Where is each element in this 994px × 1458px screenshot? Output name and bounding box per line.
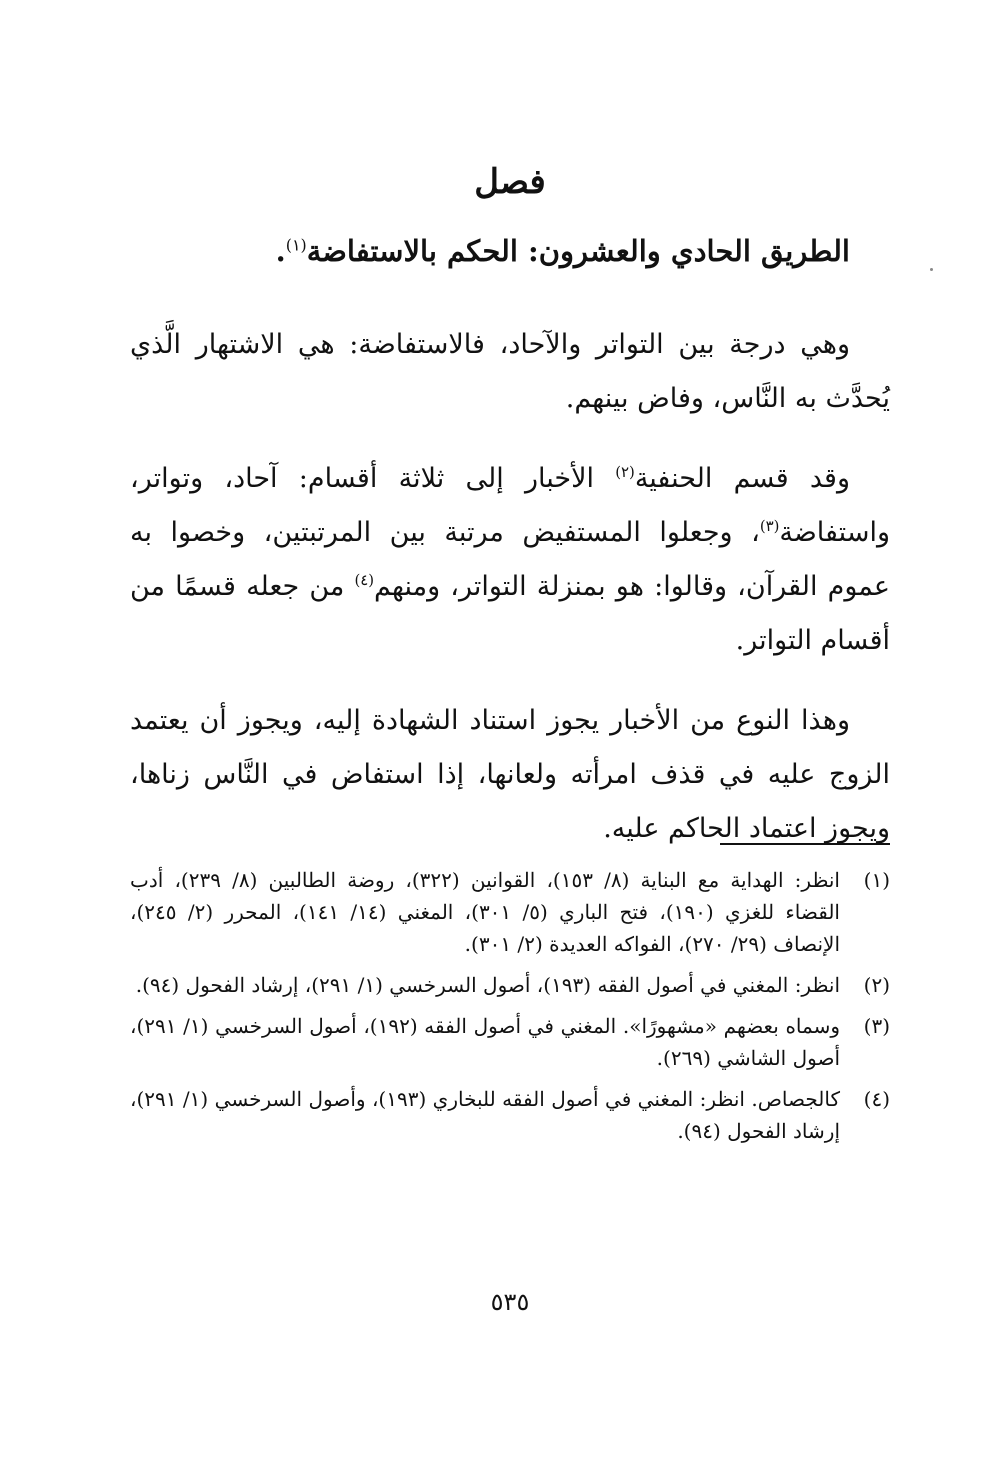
footnote-ref[interactable]: (٤) bbox=[354, 571, 375, 589]
margin-speck bbox=[930, 268, 933, 271]
footnote-1 bbox=[130, 864, 890, 960]
footnote-text: انظر: الهداية مع البناية (٨/ ١٥٣)، القوانين (٣٢٢)، روضة الطالبين (٨/ ٢٣٩)، أدب القضاء للغزي (١٩٠)، فتح الباري (٥/ ٣٠١)، المغني (١٤/ ١٤١)، المحرر (٢/ ٢٤٥)، الإنصاف (٢٩/ ٢٧٠)، الفواكه العديدة (٢/ ٣٠١). bbox=[130, 868, 840, 956]
footnote-text: كالجصاص. انظر: المغني في أصول الفقه للبخاري (١٩٣)، وأصول السرخسي (١/ ٢٩١)، إرشاد الفحول (٩٤). bbox=[130, 1087, 840, 1143]
footnote-ref[interactable]: (٣) bbox=[759, 517, 780, 535]
paragraph-text: وهذا النوع من الأخبار يجوز استناد الشهادة إليه، ويجوز أن يعتمد الزوج عليه في قذف امرأته ولعانها، إذا استفاض في النَّاس زناها، ويجوز اعتماد الحاكم عليه. bbox=[130, 705, 890, 844]
paragraph-text: من جعله قسمًا من أقسام التواتر. bbox=[130, 571, 890, 656]
subheading-text: الطريق الحادي والعشرون: الحكم بالاستفاضة bbox=[306, 234, 850, 268]
book-page bbox=[130, 0, 890, 1458]
paragraph-text: وهي درجة بين التواتر والآحاد، فالاستفاضة: هي الاشتهار الَّذي يُحدَّث به النَّاس، وفاض بينهم. bbox=[130, 329, 890, 414]
paragraph-1 bbox=[130, 318, 890, 426]
footnote-3 bbox=[130, 1010, 890, 1074]
footnote-number: (٢) bbox=[863, 973, 890, 997]
paragraph-text: ، وجعلوا المستفيض مرتبة بين المرتبتين، وخصوا به عموم القرآن، وقالوا: هو بمنزلة التواتر، ومنهم bbox=[130, 517, 890, 602]
page-number: ٥٣٥ bbox=[490, 1288, 530, 1316]
subheading bbox=[276, 234, 850, 268]
footnote-ref[interactable]: (٢) bbox=[615, 463, 635, 481]
body-text bbox=[130, 318, 890, 882]
paragraph-text: وقد قسم الحنفية bbox=[634, 463, 850, 494]
footnote-number: (٤) bbox=[863, 1087, 890, 1111]
footnotes bbox=[130, 864, 890, 1156]
paragraph-text: الأخبار إلى ثلاثة أقسام: آحاد، وتواتر، واستفاضة bbox=[130, 463, 890, 548]
footnote-ref[interactable]: (١) bbox=[285, 235, 307, 255]
section-heading: فصل bbox=[474, 162, 546, 202]
footnote-text: وسماه بعضهم «مشهورًا». المغني في أصول الفقه (١٩٢)، أصول السرخسي (١/ ٢٩١)، أصول الشاشي (٢٦٩). bbox=[130, 1014, 840, 1070]
footnote-text: انظر: المغني في أصول الفقه (١٩٣)، أصول السرخسي (١/ ٢٩١)، إرشاد الفحول (٩٤). bbox=[135, 973, 840, 997]
paragraph-3 bbox=[130, 694, 890, 856]
footnote-2 bbox=[130, 969, 890, 1001]
footnote-4 bbox=[130, 1083, 890, 1147]
paragraph-2 bbox=[130, 452, 890, 668]
footnote-number: (٣) bbox=[863, 1014, 890, 1038]
subheading-period: . bbox=[275, 234, 286, 268]
footnote-separator bbox=[720, 843, 890, 845]
footnote-number: (١) bbox=[863, 868, 890, 892]
